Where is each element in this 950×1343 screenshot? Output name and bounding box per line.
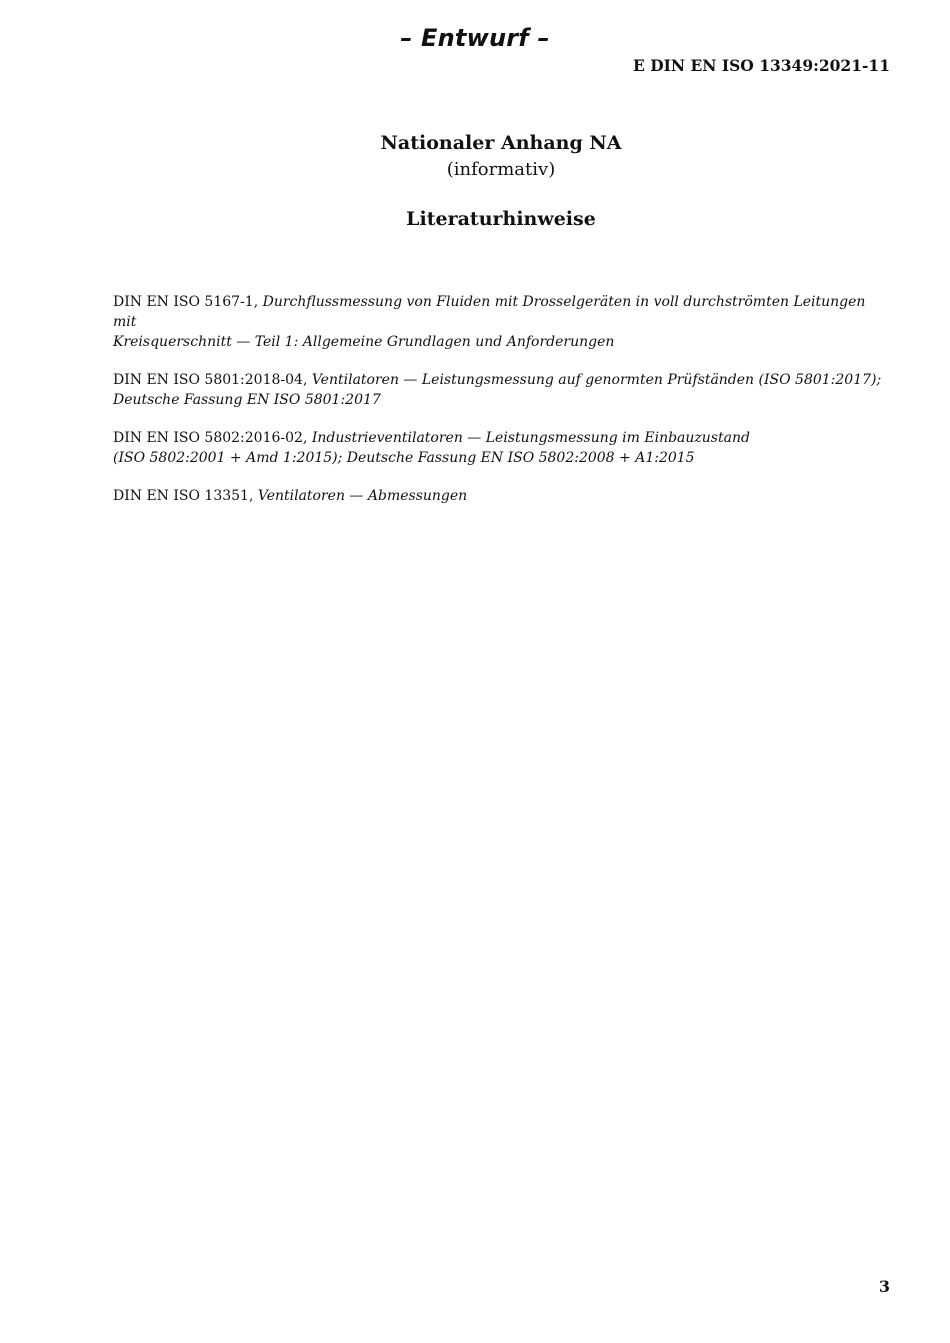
reference-item-iso-13351	[113, 486, 883, 506]
reference-standard: DIN EN ISO 5167-1,	[113, 294, 259, 310]
reference-title: Ventilatoren — Leistungsmessung auf genormten Prüfständen (ISO 5801:2017);	[311, 372, 882, 388]
reference-title-continued: Deutsche Fassung EN ISO 5801:2017	[113, 392, 381, 408]
reference-item-iso-5801	[113, 370, 883, 410]
reference-standard: DIN EN ISO 5802:2016-02,	[113, 430, 308, 446]
reference-list	[113, 292, 883, 524]
draft-banner: – Entwurf –	[400, 24, 550, 52]
reference-title: Ventilatoren — Abmessungen	[257, 488, 468, 504]
reference-title-continued: Kreisquerschnitt — Teil 1: Allgemeine Grundlagen und Anforderungen	[113, 334, 615, 350]
reference-item-iso-5802	[113, 428, 883, 468]
reference-item-iso-5167-1	[113, 292, 883, 352]
document-id: E DIN EN ISO 13349:2021-11	[633, 56, 890, 75]
annex-title: Nationaler Anhang NA	[380, 132, 622, 154]
reference-standard: DIN EN ISO 5801:2018-04,	[113, 372, 308, 388]
reference-title: Durchflussmessung von Fluiden mit Drosselgeräten in voll durchströmten Leitungen mit	[113, 294, 866, 330]
annex-subtitle: (informativ)	[446, 159, 556, 180]
reference-title: Industrieventilatoren — Leistungsmessung im Einbauzustand	[311, 430, 750, 446]
page-number: 3	[878, 1277, 890, 1296]
section-title: Literaturhinweise	[406, 208, 596, 230]
reference-title-continued: (ISO 5802:2001 + Amd 1:2015); Deutsche Fassung EN ISO 5802:2008 + A1:2015	[113, 450, 695, 466]
reference-standard: DIN EN ISO 13351,	[113, 488, 254, 504]
